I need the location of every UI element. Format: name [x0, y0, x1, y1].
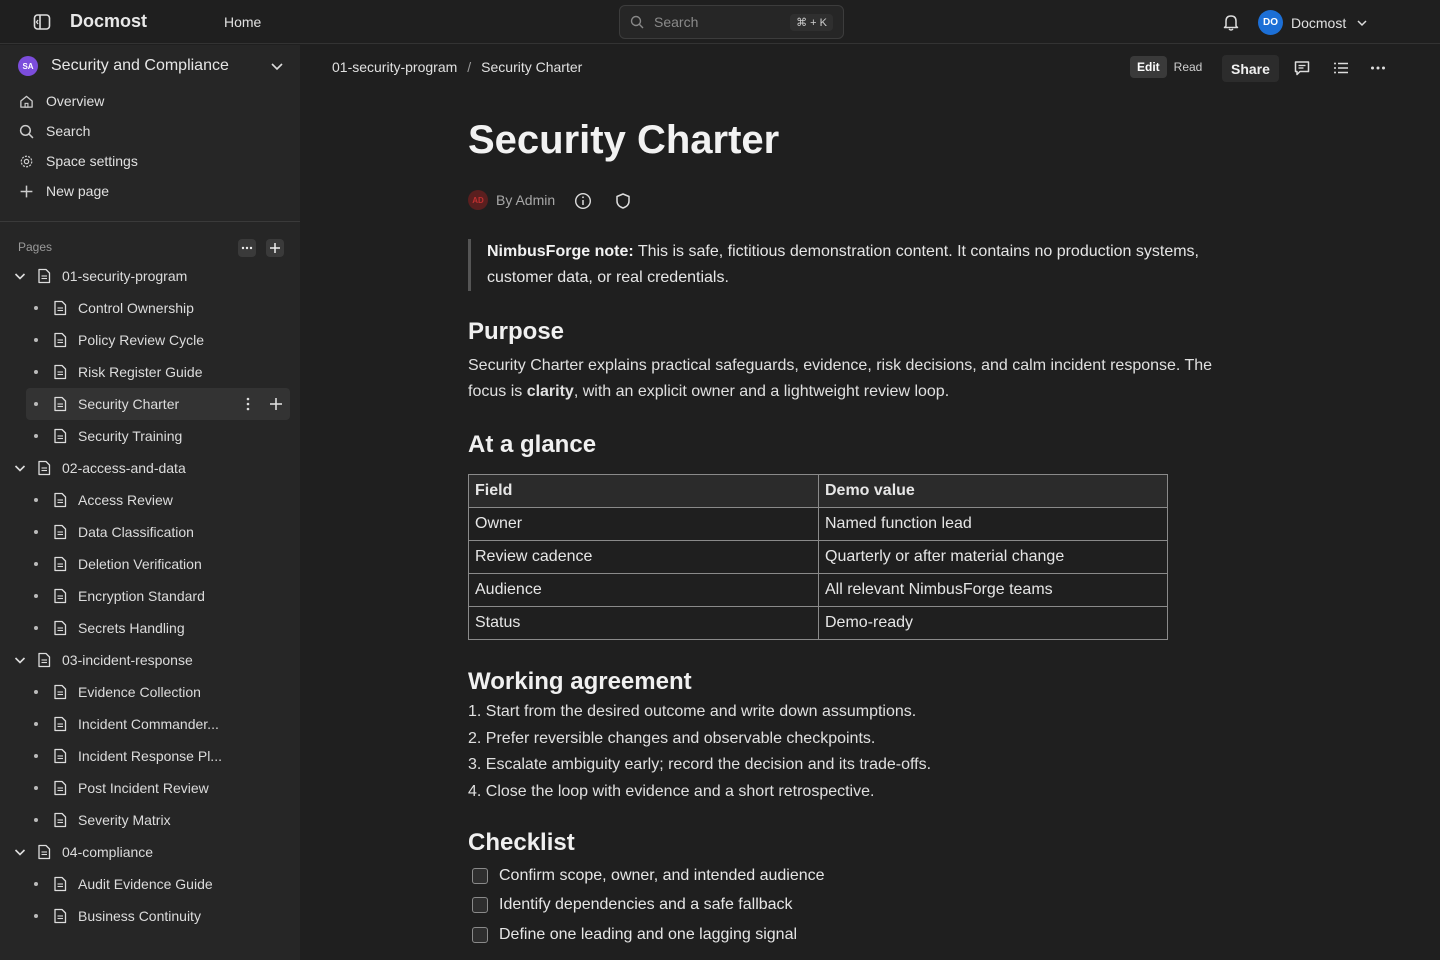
- purpose-text: Security Charter explains practical safeguards, evidence, risk decisions, and calm incident response. The focus is: [468, 357, 1213, 400]
- purpose-text: , with an explicit owner and a lightweight review loop.: [573, 383, 950, 400]
- bullet-icon: [34, 498, 38, 502]
- heading-purpose[interactable]: Purpose: [468, 318, 565, 345]
- table-cell[interactable]: Owner: [469, 508, 819, 541]
- document-icon: [53, 780, 67, 796]
- tree-item-label: Business Continuity: [78, 908, 201, 924]
- bullet-icon: [34, 562, 38, 566]
- more-horizontal-icon: [241, 242, 253, 254]
- tree-page[interactable]: [0, 772, 300, 804]
- tree-folder[interactable]: [0, 836, 300, 868]
- breadcrumb: [332, 59, 582, 75]
- tree-folder[interactable]: [0, 452, 300, 484]
- plus-icon: [18, 183, 34, 199]
- tree-page[interactable]: [0, 484, 300, 516]
- document-icon: [53, 716, 67, 732]
- document-icon: [53, 428, 67, 444]
- chevron-down-icon[interactable]: [13, 845, 27, 859]
- sidebar-toggle-icon[interactable]: [32, 12, 52, 32]
- page-title[interactable]: Security Charter: [468, 118, 780, 162]
- bullet-icon: [34, 626, 38, 630]
- tree-page[interactable]: [0, 740, 300, 772]
- tree-item-label: Incident Response Pl...: [78, 748, 222, 764]
- tree-page[interactable]: [0, 676, 300, 708]
- table-header-cell[interactable]: Demo value: [819, 475, 1168, 508]
- tree-item-label: Policy Review Cycle: [78, 332, 205, 348]
- tree-page[interactable]: [0, 292, 300, 324]
- purpose-bold: clarity: [526, 383, 574, 400]
- info-icon[interactable]: [574, 192, 592, 210]
- bullet-icon: [34, 722, 38, 726]
- tree-item-label: Security Training: [78, 428, 183, 444]
- note-label: NimbusForge note:: [487, 243, 634, 260]
- document-icon: [53, 684, 67, 700]
- breadcrumb-item[interactable]: 01-security-program: [332, 59, 458, 75]
- glance-table[interactable]: [468, 474, 1168, 640]
- checklist-item: [472, 920, 825, 950]
- edit-mode-button[interactable]: Edit: [1130, 56, 1167, 78]
- working-agreement-list: [468, 699, 931, 805]
- sidebar-item-overview[interactable]: [10, 86, 290, 116]
- list-item[interactable]: 3. Escalate ambiguity early; record the decision and its trade-offs.: [468, 756, 932, 773]
- table-row: [469, 508, 1168, 541]
- tree-item-label: Evidence Collection: [78, 684, 201, 700]
- comments-icon[interactable]: [1293, 59, 1311, 77]
- sidebar-item-label: New page: [46, 183, 110, 199]
- user-name: Docmost: [1291, 14, 1347, 31]
- sidebar-item-new-page[interactable]: [10, 176, 290, 206]
- document-icon: [53, 556, 67, 572]
- space-menu: [10, 86, 290, 206]
- purpose-paragraph[interactable]: [468, 353, 1238, 405]
- tree-item-label: Access Review: [78, 492, 173, 508]
- bullet-icon: [34, 338, 38, 342]
- sidebar-item-label: Space settings: [46, 153, 138, 169]
- document-icon: [53, 812, 67, 828]
- callout-note[interactable]: [468, 239, 1238, 291]
- tree-page[interactable]: [0, 868, 300, 900]
- tree-page[interactable]: [0, 516, 300, 548]
- tree-page[interactable]: [0, 356, 300, 388]
- checklist-item: [472, 861, 825, 891]
- tree-page[interactable]: [0, 612, 300, 644]
- document-icon: [53, 620, 67, 636]
- table-header-cell[interactable]: Field: [469, 475, 819, 508]
- pages-header: [18, 239, 290, 259]
- read-mode-button[interactable]: Read: [1173, 60, 1203, 74]
- table-cell[interactable]: Status: [469, 607, 819, 640]
- checklist-item: [472, 891, 825, 921]
- top-header: [0, 0, 1440, 44]
- checklist-item-label[interactable]: Confirm scope, owner, and intended audience: [499, 866, 825, 884]
- share-button[interactable]: Share: [1222, 55, 1279, 82]
- checklist-item-label[interactable]: Identify dependencies and a safe fallback: [499, 896, 793, 914]
- chevron-down-icon: [1356, 17, 1368, 29]
- document-icon: [37, 652, 51, 668]
- sidebar-item-space-settings[interactable]: [10, 146, 290, 176]
- sidebar-divider: [0, 221, 300, 222]
- more-options-icon[interactable]: [1369, 59, 1387, 77]
- pages-more-button[interactable]: [238, 239, 256, 257]
- chevron-down-icon[interactable]: [13, 269, 27, 283]
- table-cell[interactable]: All relevant NimbusForge teams: [819, 574, 1168, 607]
- tree-page[interactable]: [0, 548, 300, 580]
- plus-icon[interactable]: [268, 396, 284, 412]
- breadcrumb-separator: /: [467, 59, 472, 75]
- author-avatar: AD: [468, 190, 488, 210]
- tree-item-label: 04-compliance: [62, 844, 154, 860]
- document-icon: [53, 588, 67, 604]
- document-icon: [53, 908, 67, 924]
- table-of-contents-icon[interactable]: [1332, 59, 1350, 77]
- document-icon: [53, 364, 67, 380]
- search-icon: [18, 123, 34, 139]
- document-icon: [53, 524, 67, 540]
- tree-item-label: 03-incident-response: [62, 652, 193, 668]
- home-icon: [18, 93, 34, 109]
- list-item[interactable]: 4. Close the loop with evidence and a short retrospective.: [468, 782, 875, 800]
- author-label: By Admin: [496, 192, 556, 208]
- tree-page[interactable]: [0, 804, 300, 836]
- more-vertical-icon[interactable]: [240, 396, 256, 412]
- space-switcher[interactable]: [10, 51, 292, 81]
- edit-read-toggle: [1130, 55, 1209, 79]
- document-icon: [37, 268, 51, 284]
- table-cell[interactable]: Review cadence: [469, 541, 819, 574]
- tree-folder[interactable]: [0, 260, 300, 292]
- tree-item-label: Post Incident Review: [78, 780, 209, 796]
- tree-page[interactable]: [0, 708, 300, 740]
- document-icon: [53, 748, 67, 764]
- bullet-icon: [34, 306, 38, 310]
- table-cell[interactable]: Named function lead: [819, 508, 1168, 541]
- tree-item-label: Deletion Verification: [78, 556, 202, 572]
- tree-item-label: 02-access-and-data: [62, 460, 186, 476]
- checkbox[interactable]: [472, 927, 488, 943]
- bullet-icon: [34, 690, 38, 694]
- table-row: [469, 607, 1168, 640]
- document-icon: [53, 396, 67, 412]
- tree-item-label: Secrets Handling: [78, 620, 185, 636]
- tree-item-label: Severity Matrix: [78, 812, 171, 828]
- pages-label: Pages: [18, 240, 53, 254]
- tree-page[interactable]: [0, 324, 300, 356]
- tree-item-label: Risk Register Guide: [78, 364, 203, 380]
- tree-item-label: Data Classification: [78, 524, 194, 540]
- tree-item-label: 01-security-program: [62, 268, 188, 284]
- app-logo[interactable]: Docmost: [70, 11, 148, 31]
- chevron-down-icon: [270, 59, 284, 73]
- bullet-icon: [34, 594, 38, 598]
- chevron-down-icon[interactable]: [13, 461, 27, 475]
- heading-working-agreement[interactable]: Working agreement: [468, 668, 692, 695]
- tree-folder[interactable]: [0, 644, 300, 676]
- checklist: [472, 861, 825, 950]
- chevron-down-icon[interactable]: [13, 653, 27, 667]
- nav-home-link[interactable]: Home: [224, 14, 262, 30]
- checkbox[interactable]: [472, 868, 488, 884]
- space-avatar: SA: [18, 56, 38, 76]
- tree-item-label: Incident Commander...: [78, 716, 219, 732]
- table-header-row: [469, 475, 1168, 508]
- tree-page[interactable]: [0, 900, 300, 932]
- search-shortcut: ⌘ + K: [790, 14, 833, 31]
- tree-item-label: Control Ownership: [78, 300, 194, 316]
- tree-page[interactable]: [0, 580, 300, 612]
- bullet-icon: [34, 882, 38, 886]
- heading-checklist[interactable]: Checklist: [468, 829, 575, 856]
- bullet-icon: [34, 434, 38, 438]
- plus-icon: [269, 242, 281, 254]
- tree-page[interactable]: [0, 420, 300, 452]
- sidebar-item-label: Overview: [46, 93, 105, 109]
- table-row: [469, 541, 1168, 574]
- tree-item-label: Security Charter: [78, 396, 180, 412]
- sidebar-item-label: Search: [46, 123, 91, 139]
- tree-item-label: Audit Evidence Guide: [78, 876, 213, 892]
- table-cell[interactable]: Demo-ready: [819, 607, 1168, 640]
- user-menu[interactable]: [1258, 10, 1368, 35]
- table-cell[interactable]: Audience: [469, 574, 819, 607]
- document-icon: [53, 300, 67, 316]
- bullet-icon: [34, 786, 38, 790]
- checkbox[interactable]: [472, 897, 488, 913]
- heading-at-a-glance[interactable]: At a glance: [468, 431, 597, 458]
- list-item[interactable]: 2. Prefer reversible changes and observable checkpoints.: [468, 729, 876, 747]
- document-icon: [37, 844, 51, 860]
- notifications-bell-icon[interactable]: [1221, 12, 1241, 32]
- bullet-icon: [34, 754, 38, 758]
- breadcrumb-current[interactable]: Security Charter: [481, 59, 583, 75]
- table-cell[interactable]: Quarterly or after material change: [819, 541, 1168, 574]
- document-icon: [53, 492, 67, 508]
- search-label: Search: [654, 14, 699, 30]
- document-icon: [53, 876, 67, 892]
- bullet-icon: [34, 914, 38, 918]
- search-icon: [630, 15, 644, 29]
- space-name: Security and Compliance: [51, 57, 229, 74]
- bullet-icon: [34, 402, 38, 406]
- add-page-button[interactable]: [266, 239, 284, 257]
- tree-page[interactable]: [26, 388, 290, 420]
- search-button[interactable]: [619, 5, 844, 39]
- bullet-icon: [34, 818, 38, 822]
- shield-icon[interactable]: [614, 192, 632, 210]
- gear-icon: [18, 153, 34, 169]
- tree-item-label: Encryption Standard: [78, 588, 205, 604]
- page-tree: [0, 260, 300, 932]
- table-row: [469, 574, 1168, 607]
- note-text: This is safe, fictitious demonstration content. It contains no production systems, customer data, or real credentials.: [487, 243, 1199, 286]
- checklist-item-label[interactable]: Define one leading and one lagging signal: [499, 925, 798, 943]
- document-icon: [53, 332, 67, 348]
- avatar: DO: [1258, 10, 1283, 35]
- bullet-icon: [34, 530, 38, 534]
- sidebar: [0, 45, 300, 960]
- document-icon: [37, 460, 51, 476]
- byline: [468, 190, 555, 210]
- sidebar-item-search[interactable]: [10, 116, 290, 146]
- list-item[interactable]: 1. Start from the desired outcome and write down assumptions.: [468, 703, 917, 720]
- bullet-icon: [34, 370, 38, 374]
